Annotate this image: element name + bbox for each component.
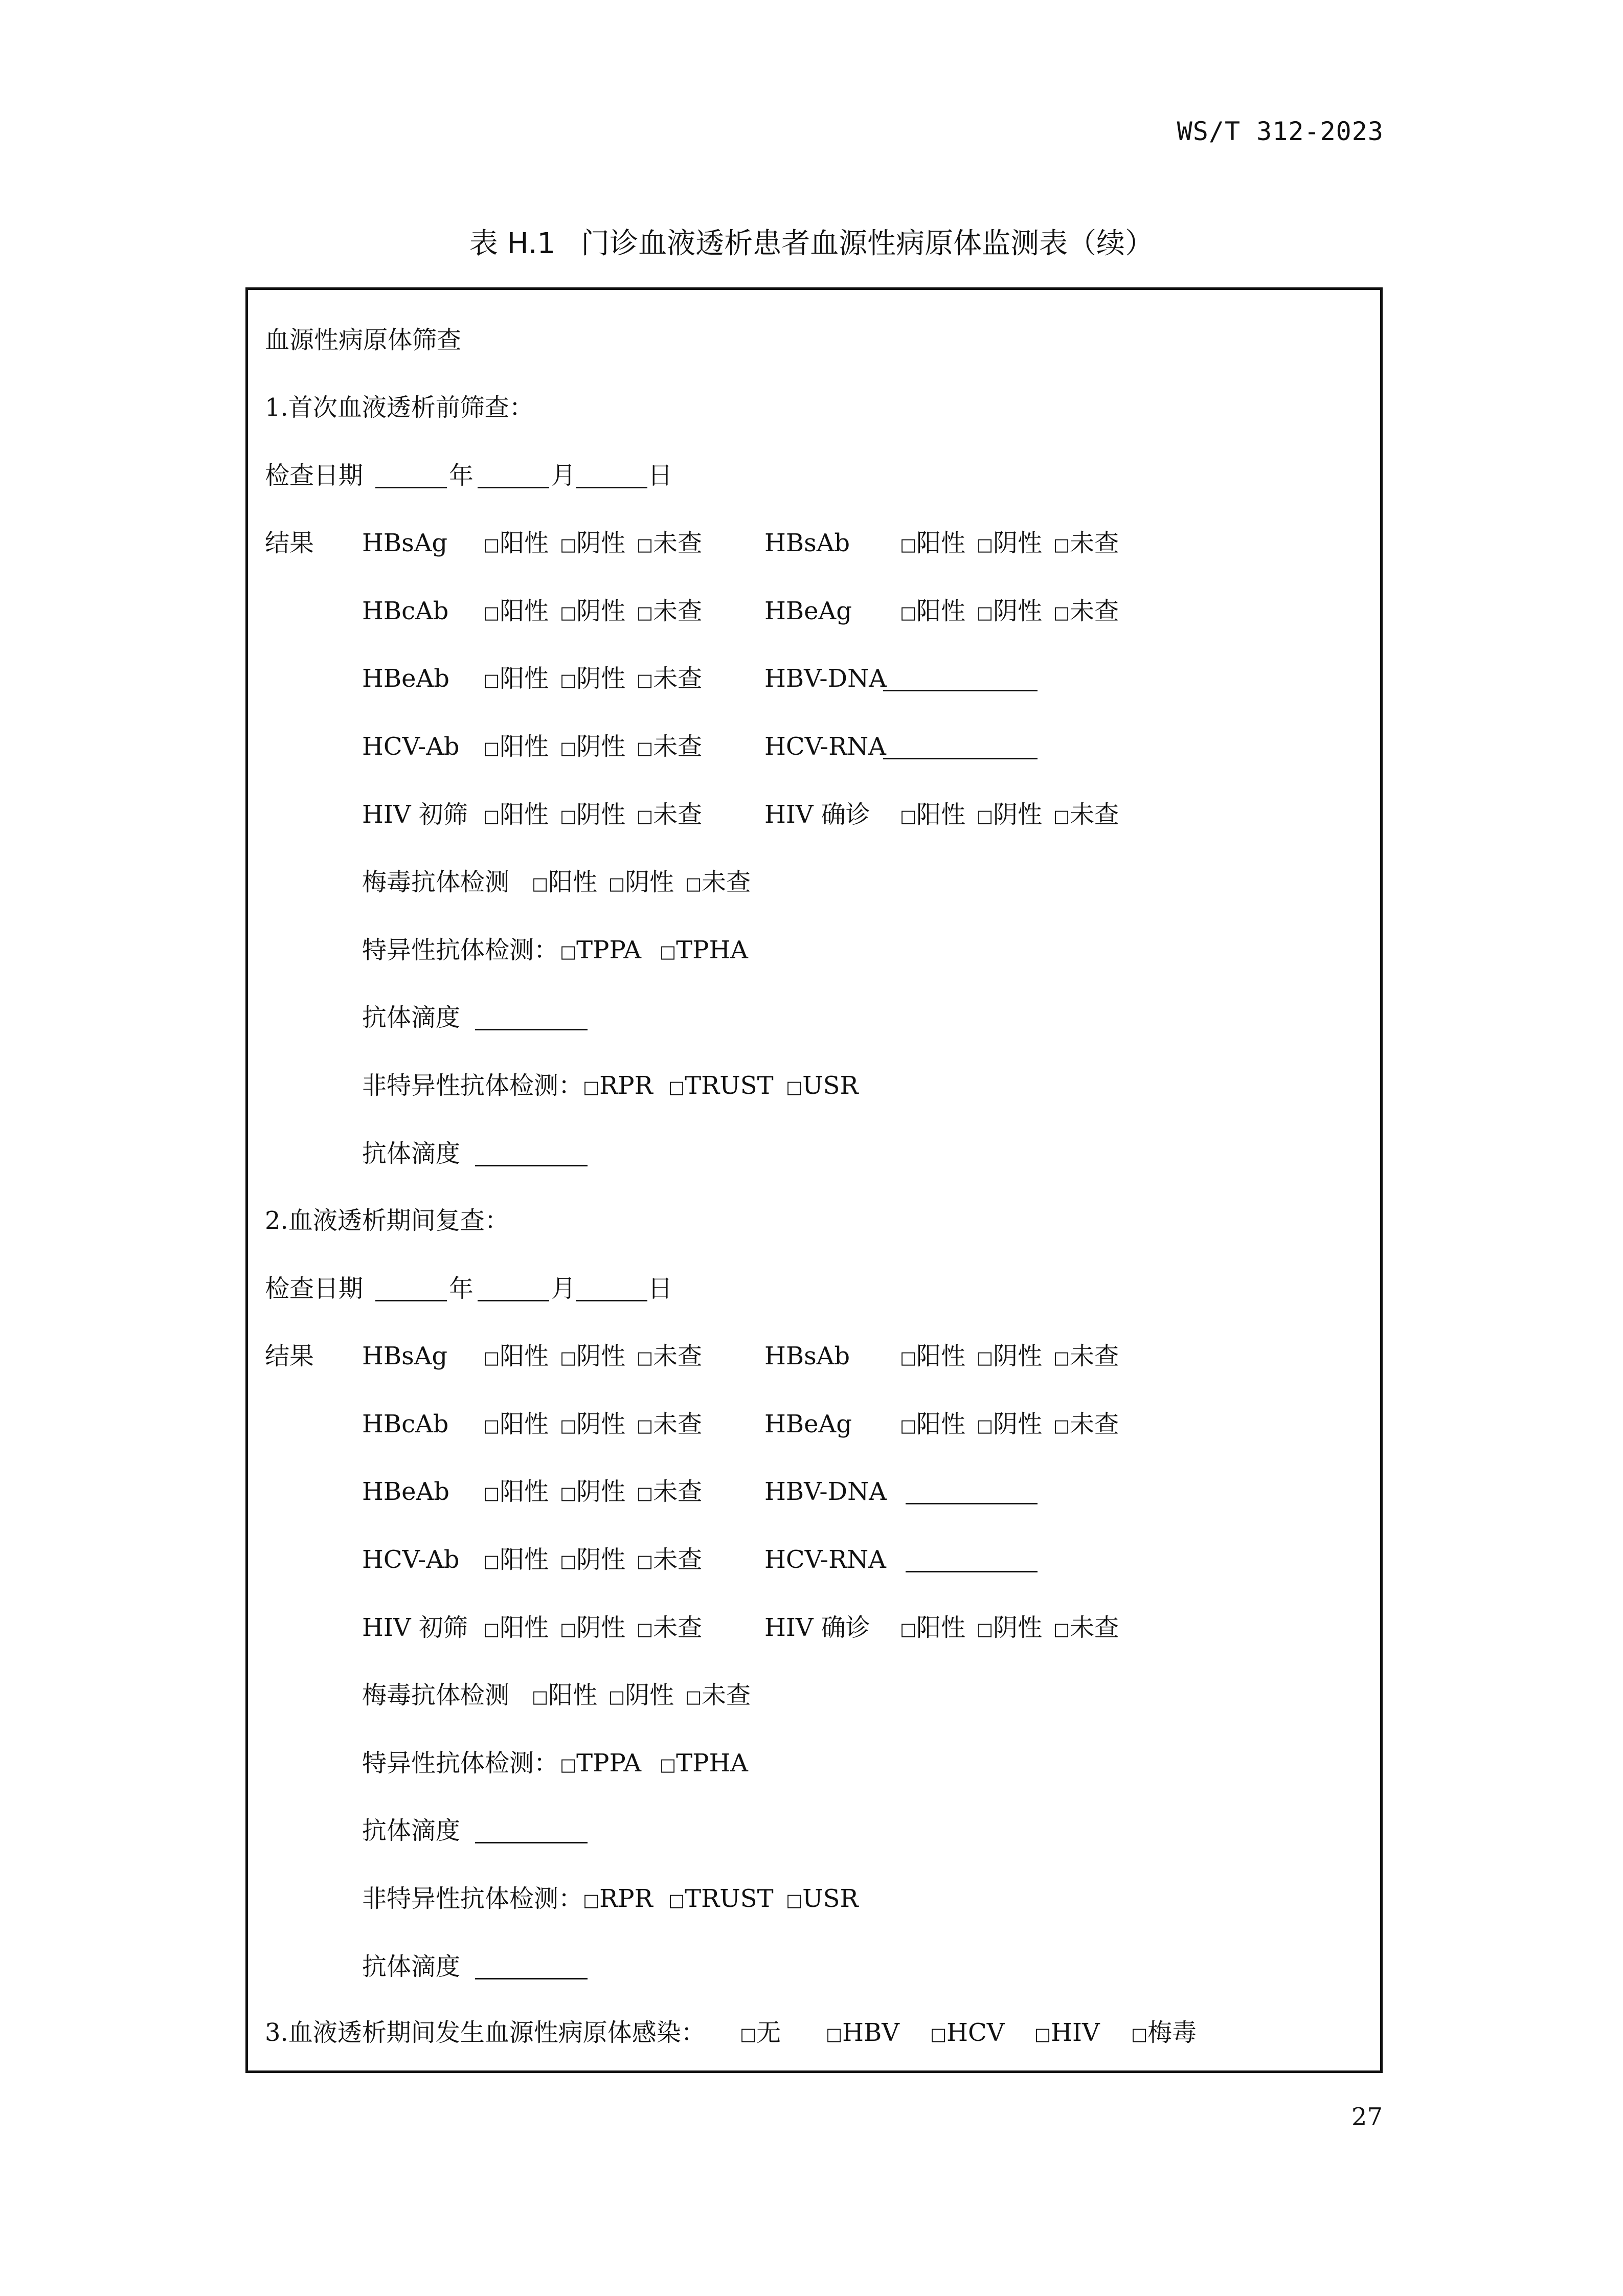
block1-hcv_ab-negative-checkbox-label: 阴性: [576, 732, 626, 761]
checkbox-icon[interactable]: □: [1034, 2024, 1051, 2045]
block1-hbsag-positive-checkbox-label: 阳性: [500, 529, 549, 558]
block1-hbsab-not-checked-checkbox-label: 未查: [1070, 529, 1119, 558]
block2-hbeag-not-checked-checkbox-label: 未查: [1070, 1409, 1119, 1438]
block2-syphilis-not-checked-checkbox-label: 未查: [702, 1681, 751, 1710]
block1-rpr-checkbox-label: RPR: [599, 1071, 653, 1100]
table-title-text: 门诊血液透析患者血源性病原体监测表（续）: [581, 227, 1154, 260]
checkbox-icon[interactable]: □: [560, 738, 577, 759]
checkbox-icon[interactable]: □: [637, 806, 653, 827]
test-name: HIV 确诊: [764, 800, 870, 829]
block1-titer2-input[interactable]: [475, 1138, 588, 1166]
result-label: 结果: [265, 1342, 314, 1371]
block1-hbsag-not-checked-checkbox-label: 未查: [653, 529, 703, 558]
block1-syphilis-negative-checkbox-label: 阴性: [625, 868, 674, 897]
block1-hiv_screen-positive-checkbox[interactable]: [483, 794, 549, 837]
test-name: HCV-RNA: [764, 732, 886, 761]
block2-hcv_rna-input[interactable]: [906, 1544, 1038, 1572]
block1-syphilis-not-checked-checkbox-label: 未查: [702, 868, 751, 897]
block2-trust-checkbox[interactable]: [668, 1878, 774, 1921]
checkbox-icon[interactable]: □: [740, 2024, 757, 2045]
block2-hbeag-positive-checkbox-label: 阳性: [916, 1409, 966, 1438]
block2-hiv_screen-not-checked-checkbox-label: 未查: [653, 1613, 703, 1642]
block1-hbsab-not-checked-checkbox[interactable]: [1053, 523, 1119, 566]
checkbox-icon[interactable]: □: [900, 602, 917, 623]
block2-hiv_confirm-negative-checkbox-label: 阴性: [993, 1613, 1043, 1642]
block2-hiv_confirm-not-checked-checkbox[interactable]: [1053, 1607, 1119, 1650]
block1-hbcab-negative-checkbox[interactable]: [560, 591, 625, 634]
block2-titer2-input[interactable]: [475, 1951, 588, 1979]
block1-hbsab-positive-checkbox[interactable]: [900, 523, 965, 566]
block1-usr-checkbox[interactable]: [786, 1065, 859, 1108]
checkbox-icon[interactable]: □: [930, 2024, 947, 2045]
date-label: 检查日期: [265, 1274, 364, 1303]
block2-hiv_confirm-positive-checkbox[interactable]: [900, 1607, 965, 1650]
block1-hbsab-positive-checkbox-label: 阳性: [916, 529, 966, 558]
block1-hiv_screen-negative-checkbox[interactable]: [560, 794, 625, 837]
test-name: HBV-DNA: [764, 1477, 887, 1506]
block2-tpha-checkbox[interactable]: [660, 1743, 748, 1786]
block1-usr-checkbox-label: USR: [802, 1071, 859, 1100]
block1-hcv_ab-not-checked-checkbox-label: 未查: [653, 732, 703, 761]
block1-hbcab-positive-checkbox-label: 阳性: [500, 596, 549, 625]
block1-day-input[interactable]: [576, 460, 647, 488]
block2-hiv_screen-negative-checkbox-label: 阴性: [576, 1613, 626, 1642]
block2-rpr-checkbox[interactable]: [583, 1878, 653, 1921]
checkbox-icon[interactable]: □: [977, 534, 994, 555]
block2-hiv_screen-negative-checkbox[interactable]: [560, 1607, 625, 1650]
block2-hbsab-negative-checkbox[interactable]: [977, 1336, 1042, 1379]
block2-hbsag-negative-checkbox-label: 阴性: [576, 1342, 626, 1371]
test-name: HBsAb: [764, 529, 850, 558]
checkbox-icon[interactable]: □: [977, 1347, 994, 1368]
block1-year-input[interactable]: [375, 460, 447, 488]
checkbox-icon[interactable]: □: [608, 1686, 625, 1707]
infection-option-checkbox-label: 无: [756, 2018, 781, 2047]
block2-hbsag-not-checked-checkbox-label: 未查: [653, 1342, 703, 1371]
block2-hbeab-positive-checkbox-label: 阳性: [500, 1477, 549, 1506]
checkbox-icon[interactable]: □: [900, 1415, 917, 1436]
block1-tpha-checkbox-label: TPHA: [676, 935, 748, 964]
block2-hbcab-positive-checkbox-label: 阳性: [500, 1409, 549, 1438]
block1-hbsag-positive-checkbox[interactable]: [483, 523, 549, 566]
block2-tpha-checkbox-label: TPHA: [676, 1748, 748, 1777]
block2-hbeag-negative-checkbox[interactable]: [977, 1404, 1042, 1447]
block1-trust-checkbox-label: TRUST: [685, 1071, 774, 1100]
checkbox-icon[interactable]: □: [1053, 1347, 1070, 1368]
block1-hiv_confirm-not-checked-checkbox-label: 未查: [1070, 800, 1119, 829]
checkbox-icon[interactable]: □: [900, 1619, 917, 1640]
block2-syphilis-positive-checkbox-label: 阳性: [548, 1681, 598, 1710]
specific-antibody-label: 特异性抗体检测：: [362, 935, 559, 964]
block1-hcv_ab-negative-checkbox[interactable]: [560, 726, 625, 769]
checkbox-icon[interactable]: □: [1053, 1619, 1070, 1640]
form-frame: [245, 287, 1383, 2073]
checkbox-icon[interactable]: □: [483, 670, 500, 691]
block1-hbeag-not-checked-checkbox[interactable]: [1053, 591, 1119, 634]
block1-syphilis-negative-checkbox[interactable]: [608, 862, 674, 905]
infection-option-checkbox[interactable]: [740, 2012, 781, 2055]
block1-titer-input[interactable]: [475, 1002, 588, 1030]
block2-hcv_ab-not-checked-checkbox-label: 未查: [653, 1545, 703, 1574]
test-name: HBsAg: [362, 1342, 448, 1371]
block2-syphilis-not-checked-checkbox[interactable]: [685, 1675, 751, 1718]
checkbox-icon[interactable]: □: [637, 1347, 653, 1368]
block2-trust-checkbox-label: TRUST: [685, 1884, 774, 1913]
page-number: 27: [1351, 2103, 1383, 2131]
test-name: HCV-Ab: [362, 1545, 460, 1574]
checkbox-icon[interactable]: □: [483, 602, 500, 623]
checkbox-icon[interactable]: □: [1131, 2024, 1148, 2045]
checkbox-icon[interactable]: □: [560, 1347, 577, 1368]
checkbox-icon[interactable]: □: [977, 1415, 994, 1436]
block1-hcv_ab-not-checked-checkbox[interactable]: [637, 726, 702, 769]
block2-hbeab-negative-checkbox-label: 阴性: [576, 1477, 626, 1506]
checkbox-icon[interactable]: □: [1053, 806, 1070, 827]
checkbox-icon[interactable]: □: [1053, 1415, 1070, 1436]
checkbox-icon[interactable]: □: [900, 534, 917, 555]
section-title-text: 血源性病原体筛查: [265, 326, 462, 354]
block2-hbsab-not-checked-checkbox-label: 未查: [1070, 1342, 1119, 1371]
checkbox-icon[interactable]: □: [483, 1415, 500, 1436]
standard-code: WS/T 312-2023: [1177, 117, 1384, 146]
checkbox-icon[interactable]: □: [685, 1686, 702, 1707]
block2-usr-checkbox-label: USR: [802, 1884, 859, 1913]
year-label: 年: [449, 1274, 474, 1303]
checkbox-icon[interactable]: □: [826, 2024, 843, 2045]
infection-option-checkbox-label: HCV: [946, 2018, 1005, 2047]
block2-hbeab-positive-checkbox[interactable]: [483, 1471, 549, 1514]
checkbox-icon[interactable]: □: [560, 941, 577, 962]
checkbox-icon[interactable]: □: [637, 534, 653, 555]
block1-hbeab-positive-checkbox[interactable]: [483, 658, 549, 701]
infection-option-checkbox[interactable]: [930, 2012, 1004, 2055]
checkbox-icon[interactable]: □: [1053, 534, 1070, 555]
block1-tppa-checkbox-label: TPPA: [576, 935, 641, 964]
block2-hbcab-positive-checkbox[interactable]: [483, 1404, 549, 1447]
checkbox-icon[interactable]: □: [637, 1551, 653, 1572]
checkbox-icon[interactable]: □: [637, 1483, 653, 1504]
block1-hbeag-negative-checkbox[interactable]: [977, 591, 1042, 634]
block2-hiv_screen-positive-checkbox[interactable]: [483, 1607, 549, 1650]
block2-day-input[interactable]: [576, 1273, 647, 1301]
block2-hiv_confirm-not-checked-checkbox-label: 未查: [1070, 1613, 1119, 1642]
block1-hiv_confirm-not-checked-checkbox[interactable]: [1053, 794, 1119, 837]
block2-hbeag-negative-checkbox-label: 阴性: [993, 1409, 1043, 1438]
infection-option-checkbox[interactable]: [1034, 2012, 1100, 2055]
checkbox-icon[interactable]: □: [977, 1619, 994, 1640]
block2-rpr-checkbox-label: RPR: [599, 1884, 653, 1913]
block2-tppa-checkbox[interactable]: [560, 1743, 641, 1786]
block1-hiv_confirm-positive-checkbox-label: 阳性: [916, 800, 966, 829]
checkbox-icon[interactable]: □: [483, 1347, 500, 1368]
checkbox-icon[interactable]: □: [668, 1077, 685, 1098]
checkbox-icon[interactable]: □: [660, 941, 677, 962]
block1-hbsab-negative-checkbox-label: 阴性: [993, 529, 1043, 558]
infection-option-checkbox-label: HBV: [842, 2018, 899, 2047]
day-label: 日: [648, 461, 673, 490]
block1-hcv_ab-positive-checkbox-label: 阳性: [500, 732, 549, 761]
year-label: 年: [449, 461, 474, 490]
checkbox-icon[interactable]: □: [583, 1890, 600, 1911]
test-name: HIV 初筛: [362, 800, 468, 829]
checkbox-icon[interactable]: □: [560, 1754, 577, 1775]
block1-hbcab-positive-checkbox[interactable]: [483, 591, 549, 634]
block1-tpha-checkbox[interactable]: [660, 930, 748, 973]
block1-trust-checkbox[interactable]: [668, 1065, 774, 1108]
block2-hcv_ab-positive-checkbox-label: 阳性: [500, 1545, 549, 1574]
block1-hbeab-negative-checkbox[interactable]: [560, 658, 625, 701]
block2-month-input[interactable]: [478, 1273, 549, 1301]
block2-hbsab-not-checked-checkbox[interactable]: [1053, 1336, 1119, 1379]
infection-option-checkbox[interactable]: [1131, 2012, 1197, 2055]
block2-hcv_ab-positive-checkbox[interactable]: [483, 1539, 549, 1582]
antibody-titer-label: 抗体滴度: [362, 1003, 461, 1032]
block2-hbeag-not-checked-checkbox[interactable]: [1053, 1404, 1119, 1447]
block1-hiv_confirm-negative-checkbox-label: 阴性: [993, 800, 1043, 829]
block2-year-input[interactable]: [375, 1273, 447, 1301]
block1-hiv_screen-negative-checkbox-label: 阴性: [576, 800, 626, 829]
block1-syphilis-not-checked-checkbox[interactable]: [685, 862, 751, 905]
block2-hiv_confirm-negative-checkbox[interactable]: [977, 1607, 1042, 1650]
day-label: 日: [648, 1274, 673, 1303]
checkbox-icon[interactable]: □: [637, 1619, 653, 1640]
table-number: 表 H.1: [469, 227, 556, 260]
block2-hbeab-not-checked-checkbox-label: 未查: [653, 1477, 703, 1506]
checkbox-icon[interactable]: □: [560, 670, 577, 691]
block2-hbsag-not-checked-checkbox[interactable]: [637, 1336, 702, 1379]
checkbox-icon[interactable]: □: [977, 602, 994, 623]
block2-hbsag-positive-checkbox-label: 阳性: [500, 1342, 549, 1371]
block1-hbsag-negative-checkbox-label: 阴性: [576, 529, 626, 558]
block2-hbcab-negative-checkbox[interactable]: [560, 1404, 625, 1447]
block2-hbsab-positive-checkbox[interactable]: [900, 1336, 965, 1379]
block2-hiv_screen-not-checked-checkbox[interactable]: [637, 1607, 702, 1650]
nonspecific-antibody-label: 非特异性抗体检测：: [362, 1884, 583, 1913]
block1-hiv_screen-positive-checkbox-label: 阳性: [500, 800, 549, 829]
checkbox-icon[interactable]: □: [637, 738, 653, 759]
checkbox-icon[interactable]: □: [560, 1415, 577, 1436]
block1-hiv_confirm-negative-checkbox[interactable]: [977, 794, 1042, 837]
block2-hbsab-positive-checkbox-label: 阳性: [916, 1342, 966, 1371]
block2-hbsag-negative-checkbox[interactable]: [560, 1336, 625, 1379]
block2-hbsab-negative-checkbox-label: 阴性: [993, 1342, 1043, 1371]
checkbox-icon[interactable]: □: [786, 1890, 803, 1911]
date-label: 检查日期: [265, 461, 364, 490]
block1-hbsag-negative-checkbox[interactable]: [560, 523, 625, 566]
syphilis-label: 梅毒抗体检测: [362, 1681, 510, 1710]
block2-hbcab-not-checked-checkbox[interactable]: [637, 1404, 702, 1447]
test-name: HBsAg: [362, 529, 448, 558]
block1-hbeag-positive-checkbox[interactable]: [900, 591, 965, 634]
block1-hbv_dna-input[interactable]: [883, 663, 1038, 691]
syphilis-label: 梅毒抗体检测: [362, 868, 510, 897]
block2-hiv_confirm-positive-checkbox-label: 阳性: [916, 1613, 966, 1642]
block2-hcv_ab-not-checked-checkbox[interactable]: [637, 1539, 702, 1582]
infection-label: 3.血液透析期间发生血源性病原体感染：: [265, 2018, 706, 2047]
block2-titer-input[interactable]: [475, 1815, 588, 1843]
block1-hiv_screen-not-checked-checkbox[interactable]: [637, 794, 702, 837]
month-label: 月: [551, 1274, 576, 1303]
block2-hbcab-negative-checkbox-label: 阴性: [576, 1409, 626, 1438]
block1-hbeab-not-checked-checkbox-label: 未查: [653, 664, 703, 693]
infection-option-checkbox-label: HIV: [1051, 2018, 1100, 2047]
block1-hcv_ab-positive-checkbox[interactable]: [483, 726, 549, 769]
table-title: [0, 221, 1623, 262]
block1-tppa-checkbox[interactable]: [560, 930, 641, 973]
block1-hbcab-not-checked-checkbox[interactable]: [637, 591, 702, 634]
checkbox-icon[interactable]: □: [637, 602, 653, 623]
block2-hbeag-positive-checkbox[interactable]: [900, 1404, 965, 1447]
result-label: 结果: [265, 529, 314, 558]
checkbox-icon[interactable]: □: [608, 873, 625, 894]
checkbox-icon[interactable]: □: [685, 873, 702, 894]
block1-rpr-checkbox[interactable]: [583, 1065, 653, 1108]
block1-hbsab-negative-checkbox[interactable]: [977, 523, 1042, 566]
checkbox-icon[interactable]: □: [637, 670, 653, 691]
block2-hbsag-positive-checkbox[interactable]: [483, 1336, 549, 1379]
block1-syphilis-positive-checkbox[interactable]: [532, 862, 597, 905]
test-name: HCV-RNA: [764, 1545, 886, 1574]
block1-hbeab-not-checked-checkbox[interactable]: [637, 658, 702, 701]
checkbox-icon[interactable]: □: [483, 534, 500, 555]
block2-hcv_ab-negative-checkbox[interactable]: [560, 1539, 625, 1582]
infection-option-checkbox-label: 梅毒: [1147, 2018, 1197, 2047]
specific-antibody-label: 特异性抗体检测：: [362, 1748, 559, 1777]
block2-syphilis-positive-checkbox[interactable]: [532, 1675, 597, 1718]
checkbox-icon[interactable]: □: [483, 806, 500, 827]
block2-hbeab-not-checked-checkbox[interactable]: [637, 1471, 702, 1514]
block2-hiv_screen-positive-checkbox-label: 阳性: [500, 1613, 549, 1642]
block2-hcv_ab-negative-checkbox-label: 阴性: [576, 1545, 626, 1574]
block1-hbcab-not-checked-checkbox-label: 未查: [653, 596, 703, 625]
month-label: 月: [551, 461, 576, 490]
checkbox-icon[interactable]: □: [660, 1754, 677, 1775]
test-name: HBV-DNA: [764, 664, 887, 693]
test-name: HBeAg: [764, 596, 852, 625]
block1-month-input[interactable]: [478, 460, 549, 488]
checkbox-icon[interactable]: □: [483, 1551, 500, 1572]
checkbox-icon[interactable]: □: [560, 534, 577, 555]
checkbox-icon[interactable]: □: [560, 602, 577, 623]
checkbox-icon[interactable]: □: [637, 1415, 653, 1436]
block1-hbsag-not-checked-checkbox[interactable]: [637, 523, 702, 566]
checkbox-icon[interactable]: □: [483, 1619, 500, 1640]
block2-hbcab-not-checked-checkbox-label: 未查: [653, 1409, 703, 1438]
infection-option-checkbox[interactable]: [826, 2012, 899, 2055]
test-name: HBsAb: [764, 1342, 850, 1371]
test-name: HIV 确诊: [764, 1613, 870, 1642]
block1-hbeag-negative-checkbox-label: 阴性: [993, 596, 1043, 625]
block1-hcv_rna-input[interactable]: [883, 731, 1038, 759]
checkbox-icon[interactable]: □: [786, 1077, 803, 1098]
test-name: HBeAb: [362, 664, 449, 693]
antibody-titer-label: 抗体滴度: [362, 1952, 461, 1981]
block2-syphilis-negative-checkbox-label: 阴性: [625, 1681, 674, 1710]
test-name: HBcAb: [362, 1409, 449, 1438]
block2-usr-checkbox[interactable]: [786, 1878, 859, 1921]
block2-heading-text: 2.血液透析期间复查：: [265, 1206, 509, 1235]
block2-tppa-checkbox-label: TPPA: [576, 1748, 641, 1777]
nonspecific-antibody-label: 非特异性抗体检测：: [362, 1071, 583, 1100]
block1-hbeag-positive-checkbox-label: 阳性: [916, 596, 966, 625]
checkbox-icon[interactable]: □: [583, 1077, 600, 1098]
block1-hbeab-positive-checkbox-label: 阳性: [500, 664, 549, 693]
block2-hbeab-negative-checkbox[interactable]: [560, 1471, 625, 1514]
block2-syphilis-negative-checkbox[interactable]: [608, 1675, 674, 1718]
block1-hbeag-not-checked-checkbox-label: 未查: [1070, 596, 1119, 625]
test-name: HBeAg: [764, 1409, 852, 1438]
checkbox-icon[interactable]: □: [560, 1551, 577, 1572]
block2-hbv_dna-input[interactable]: [906, 1476, 1038, 1504]
block1-hbeab-negative-checkbox-label: 阴性: [576, 664, 626, 693]
checkbox-icon[interactable]: □: [483, 1483, 500, 1504]
test-name: HIV 初筛: [362, 1613, 468, 1642]
checkbox-icon[interactable]: □: [532, 873, 549, 894]
block1-hiv_confirm-positive-checkbox[interactable]: [900, 794, 965, 837]
checkbox-icon[interactable]: □: [977, 806, 994, 827]
checkbox-icon[interactable]: □: [668, 1890, 685, 1911]
checkbox-icon[interactable]: □: [560, 1483, 577, 1504]
checkbox-icon[interactable]: □: [900, 1347, 917, 1368]
antibody-titer-label: 抗体滴度: [362, 1816, 461, 1845]
checkbox-icon[interactable]: □: [532, 1686, 549, 1707]
test-name: HBeAb: [362, 1477, 449, 1506]
block1-hiv_screen-not-checked-checkbox-label: 未查: [653, 800, 703, 829]
checkbox-icon[interactable]: □: [560, 806, 577, 827]
checkbox-icon[interactable]: □: [900, 806, 917, 827]
test-name: HBcAb: [362, 596, 449, 625]
test-name: HCV-Ab: [362, 732, 460, 761]
block1-hbcab-negative-checkbox-label: 阴性: [576, 596, 626, 625]
antibody-titer-label: 抗体滴度: [362, 1139, 461, 1168]
block1-syphilis-positive-checkbox-label: 阳性: [548, 868, 598, 897]
block1-heading-text: 1.首次血液透析前筛查：: [265, 393, 534, 422]
checkbox-icon[interactable]: □: [1053, 602, 1070, 623]
checkbox-icon[interactable]: □: [560, 1619, 577, 1640]
checkbox-icon[interactable]: □: [483, 738, 500, 759]
